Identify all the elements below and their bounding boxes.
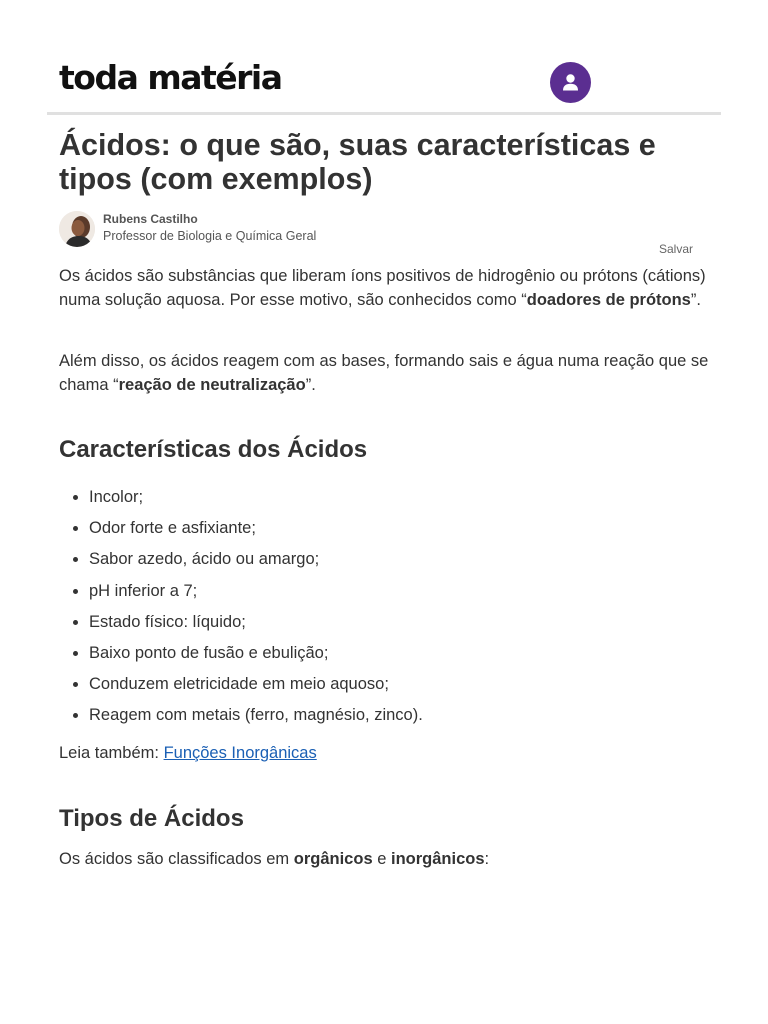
intro-paragraph-1 — [59, 265, 714, 312]
list-item: • Incolor; — [89, 482, 709, 513]
types-text-mid: e — [372, 850, 391, 868]
list-item: • pH inferior a 7; — [89, 576, 709, 607]
types-text-end: : — [484, 850, 490, 868]
types-paragraph — [59, 848, 714, 872]
intro-p2-text: Além disso, os ácidos reagem com as bases, formando sais e água numa reação que se chama “ — [59, 352, 709, 394]
save-button[interactable]: Salvar — [659, 242, 694, 256]
section-heading-types: Tipos de Ácidos — [59, 805, 244, 832]
intro-p1-end: ”. — [690, 290, 701, 309]
read-also — [59, 742, 714, 766]
list-item: • Conduzem eletricidade em meio aquoso; — [89, 669, 709, 700]
author-name[interactable]: Rubens Castilho — [103, 212, 198, 226]
characteristics-list — [59, 482, 709, 732]
site-logo[interactable]: toda matéria — [59, 58, 282, 97]
author-role: Professor de Biologia e Química Geral — [103, 229, 317, 243]
section-heading-characteristics: Características dos Ácidos — [59, 436, 368, 463]
list-item: • Reagem com metais (ferro, magnésio, zinco). — [89, 700, 709, 731]
types-text-start: Os ácidos são classificados em — [59, 850, 294, 868]
intro-p1-text: Os ácidos são substâncias que liberam íons positivos de hidrogênio ou prótons (cátions) numa solução aquosa. Por esse motivo, são conhecidos como “ — [59, 267, 706, 309]
read-also-link[interactable]: Funções Inorgânicas — [163, 744, 317, 762]
types-bold-inorganic: inorgânicos — [390, 850, 485, 868]
site-header — [47, 0, 721, 115]
intro-p1-bold: doadores de prótons — [526, 290, 691, 309]
read-also-label: Leia também: — [59, 744, 164, 762]
intro-p2-bold: reação de neutralização — [118, 375, 306, 394]
list-item: • Sabor azedo, ácido ou amargo; — [89, 544, 709, 575]
types-bold-organic: orgânicos — [293, 850, 373, 868]
author-avatar[interactable] — [59, 211, 95, 247]
list-item: • Baixo ponto de fusão e ebulição; — [89, 638, 709, 669]
intro-paragraph-2 — [59, 350, 714, 397]
author-block — [59, 210, 714, 260]
page-title: Ácidos: o que são, suas características e tipos (com exemplos) — [59, 128, 656, 196]
list-item: • Odor forte e asfixiante; — [89, 513, 709, 544]
list-item: • Estado físico: líquido; — [89, 607, 709, 638]
user-account-button[interactable] — [550, 62, 591, 103]
intro-p2-end: ”. — [305, 375, 316, 394]
